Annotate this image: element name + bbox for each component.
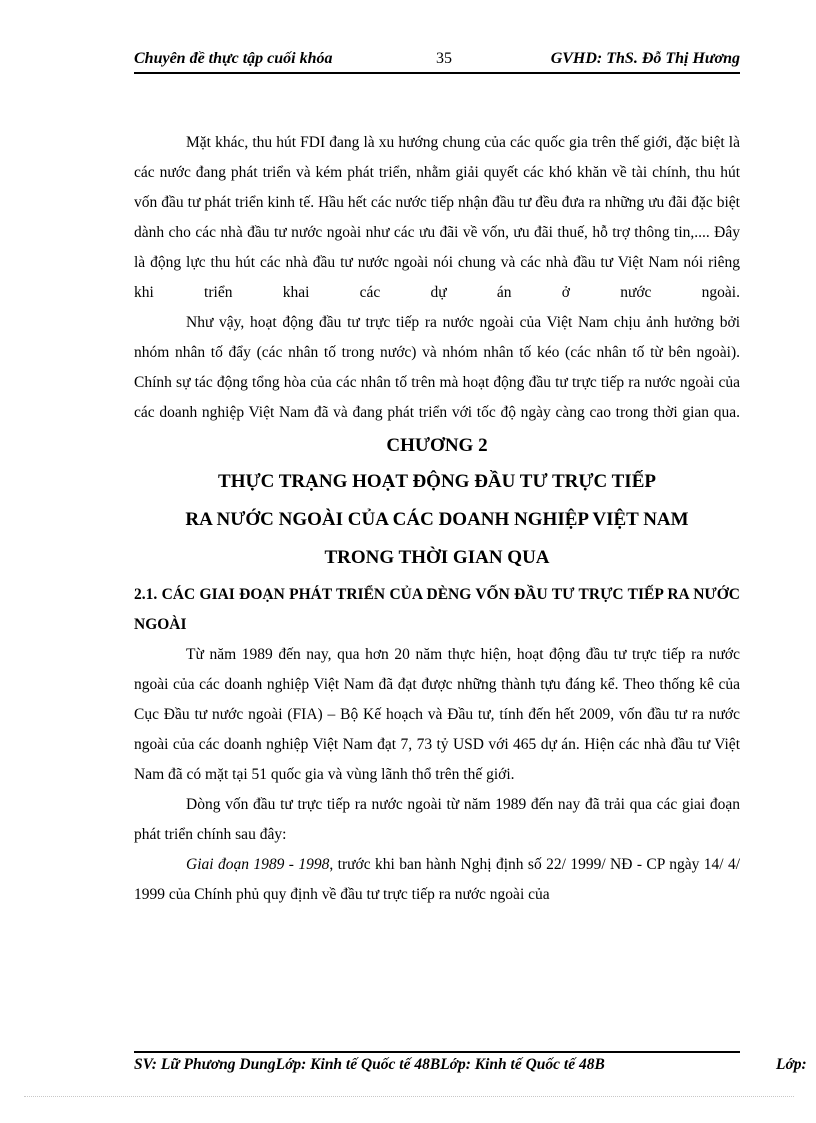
header-supervisor: GVHD: ThS. Đỗ Thị Hương — [550, 50, 740, 67]
stage-description: , trước khi ban hành Nghị định số 22/ 1999/ NĐ - CP ngày 14/ 4/ 1999 của Chính phủ quy định về đầu tư trực tiếp ra nước ngoài của — [134, 856, 741, 903]
chapter-title-line-1: THỰC TRẠNG HOẠT ĐỘNG ĐẦU TƯ TRỰC TIẾP — [218, 471, 656, 492]
paragraph-factors: Như vậy, hoạt động đầu tư trực tiếp ra nước ngoài của Việt Nam chịu ảnh hưởng bởi nhóm nhân tố đẩy (các nhân tố trong nước) và nhóm nhân tố kéo (các nhân tố từ bên ngoài). Chính sự tác động tổng hòa của các nhân tố trên mà hoạt động đầu tư trực tiếp ra nước ngoài của các doanh nghiệp Việt Nam đã và đang phát triển với tốc độ ngày càng cao trong thời gian qua. — [134, 314, 740, 421]
chapter-title-line-2: RA NƯỚC NGOÀI CỦA CÁC DOANH NGHIỆP VIỆT NAM — [185, 509, 689, 530]
paragraph-stage-1989-1998 — [134, 850, 740, 910]
page-body — [134, 128, 740, 910]
paragraph-stages-intro: Dòng vốn đầu tư trực tiếp ra nước ngoài từ năm 1989 đến nay đã trải qua các giai đoạn phát triển chính sau đây: — [134, 796, 740, 843]
stage-period-label: Giai đoạn 1989 - 1998 — [186, 856, 330, 873]
chapter-label: CHƯƠNG 2 — [386, 435, 488, 456]
header-course-title: Chuyên đề thực tập cuối khóa — [134, 50, 333, 67]
paragraph-achievements: Từ năm 1989 đến nay, qua hơn 20 năm thực hiện, hoạt động đầu tư trực tiếp ra nước ngoài của các doanh nghiệp Việt Nam đã đạt được những thành tựu đáng kể. Theo thống kê của Cục Đầu tư nước ngoài (FIA) – Bộ Kế hoạch và Đầu tư, tính đến hết 2009, vốn đầu tư ra nước ngoài của các doanh nghiệp Việt Nam đạt 7, 73 tỷ USD với 465 dự án. Hiện các nhà đầu tư Việt Nam đã có mặt tại 51 quốc gia và vùng lãnh thổ trên thế giới. — [134, 646, 740, 783]
page-edge-dotted-line — [24, 1096, 794, 1097]
paragraph-fdi-trend: Mặt khác, thu hút FDI đang là xu hướng chung của các quốc gia trên thế giới, đặc biệt là các nước đang phát triển và kém phát triển, nhằm giải quyết các khó khăn về tài chính, thu hút vốn đầu tư phát triển kinh tế. Hầu hết các nước tiếp nhận đầu tư đều đưa ra những ưu đãi đặc biệt dành cho các nhà đầu tư nước ngoài như các ưu đãi về vốn, ưu đãi thuế, hỗ trợ thông tin,.... Đây là động lực thu hút các nhà đầu tư nước ngoài nói chung và các nhà đầu tư Việt Nam nói riêng khi triển khai các dự án ở nước ngoài. — [134, 134, 740, 301]
page-header — [134, 46, 740, 74]
footer-student-info: SV: Lữ Phương DungLớp: Kinh tế Quốc tế 48BLớp: Kinh tế Quốc tế 48B — [134, 1056, 605, 1073]
section-heading: 2.1. CÁC GIAI ĐOẠN PHÁT TRIỂN CỦA DÈNG VỐN ĐẦU TƯ TRỰC TIẾP RA NƯỚC NGOÀI — [134, 586, 740, 633]
page-number: 35 — [436, 50, 452, 67]
chapter-title-line-3: TRONG THỜI GIAN QUA — [324, 547, 550, 568]
footer-class-label: Lớp: — [776, 1056, 807, 1073]
footer-rule — [134, 1051, 740, 1053]
